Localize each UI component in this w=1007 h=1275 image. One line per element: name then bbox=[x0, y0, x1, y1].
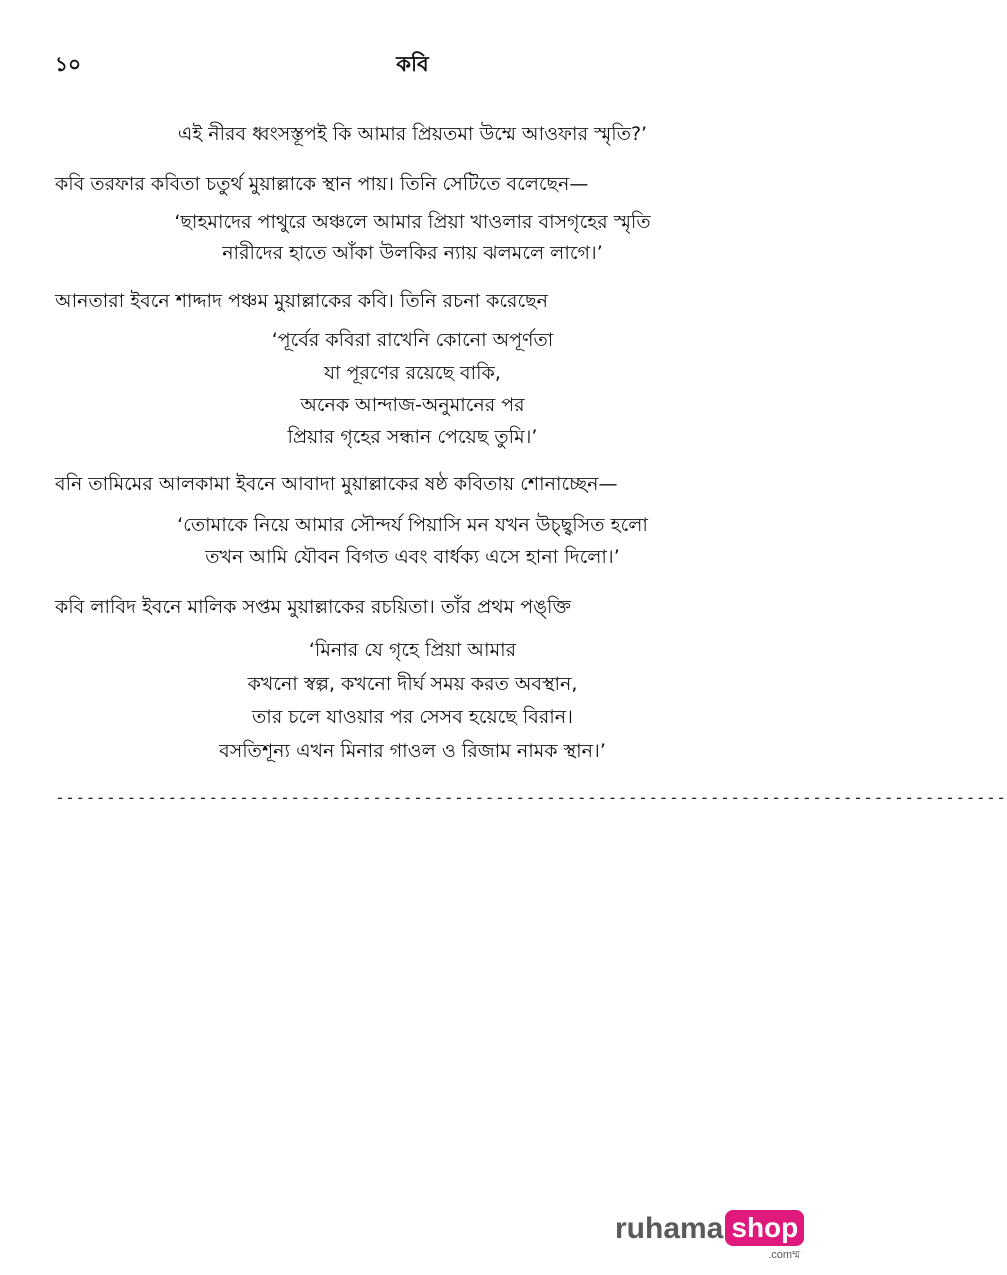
page-title: কবি bbox=[396, 52, 429, 76]
ruhamashop-watermark bbox=[615, 1210, 804, 1261]
antara-verse-line-4: প্রিয়ার গৃহের সন্ধান পেয়েছ তুমি।’ bbox=[287, 426, 538, 448]
watermark-shop-badge bbox=[725, 1210, 804, 1261]
watermark-ruhama-text: ruhama bbox=[615, 1212, 724, 1245]
tarafa-verse-line-1: ‘ছাহমাদের পাথুরে অঞ্চলে আমার প্রিয়া খাওলার বাসগৃহের স্মৃতি bbox=[174, 211, 651, 233]
antara-verse-line-3: অনেক আন্দাজ-অনুমানের পর bbox=[300, 394, 525, 416]
tarafa-verse-line-2: নারীদের হাতে আঁকা উলকির ন্যায় ঝলমলে লাগে।’ bbox=[222, 242, 603, 264]
antara-verse-line-1: ‘পূর্বের কবিরা রাখেনি কোনো অপূর্ণতা bbox=[271, 329, 554, 351]
tarafa-intro-paragraph: কবি তরফার কবিতা চতুর্থ মুয়াল্লাকে স্থান পায়। তিনি সেটিতে বলেছেন— bbox=[55, 173, 589, 195]
labid-verse-line-3: তার চলে যাওয়ার পর সেসব হয়েছে বিরান। bbox=[252, 706, 573, 728]
intro-verse-line: এই নীরব ধ্বংসস্তূপই কি আমার প্রিয়তমা উম্মে আওফার স্মৃতি?’ bbox=[177, 123, 648, 145]
alqama-verse-line-2: তখন আমি যৌবন বিগত এবং বার্ধক্য এসে হানা দিলো।’ bbox=[205, 546, 620, 568]
labid-verse-line-1: ‘মিনার যে গৃহে প্রিয়া আমার bbox=[308, 639, 517, 661]
watermark-shop-text: shop bbox=[725, 1210, 804, 1246]
labid-verse-line-2: কখনো স্বল্প, কখনো দীর্ঘ সময় করত অবস্থান, bbox=[247, 673, 578, 695]
alqama-intro-paragraph: বনি তামিমের আলকামা ইবনে আবাদা মুয়াল্লাকের ষষ্ঠ কবিতায় শোনাচ্ছেন— bbox=[55, 473, 618, 495]
section-divider: --------------------------------------------------------------------------------------------- bbox=[55, 788, 1007, 807]
labid-verse-line-4: বসতিশূন্য এখন মিনার গাওল ও রিজাম নামক স্থান।’ bbox=[219, 740, 606, 762]
labid-intro-paragraph: কবি লাবিদ ইবনে মালিক সপ্তম মুয়াল্লাকের রচয়িতা। তাঁর প্রথম পঙ্‌ক্তি bbox=[55, 596, 571, 618]
antara-verse-line-2: যা পূরণের রয়েছে বাকি, bbox=[324, 362, 501, 384]
page-number: ১০ bbox=[55, 52, 81, 76]
watermark-suffix: .comম্ম bbox=[768, 1249, 801, 1261]
antara-intro-paragraph: আনতারা ইবনে শাদ্দাদ পঞ্চম মুয়াল্লাকের কবি। তিনি রচনা করেছেন bbox=[55, 290, 548, 312]
alqama-verse-line-1: ‘তোমাকে নিয়ে আমার সৌন্দর্য পিয়াসি মন যখন উচ্ছ্বসিত হলো bbox=[177, 514, 648, 536]
